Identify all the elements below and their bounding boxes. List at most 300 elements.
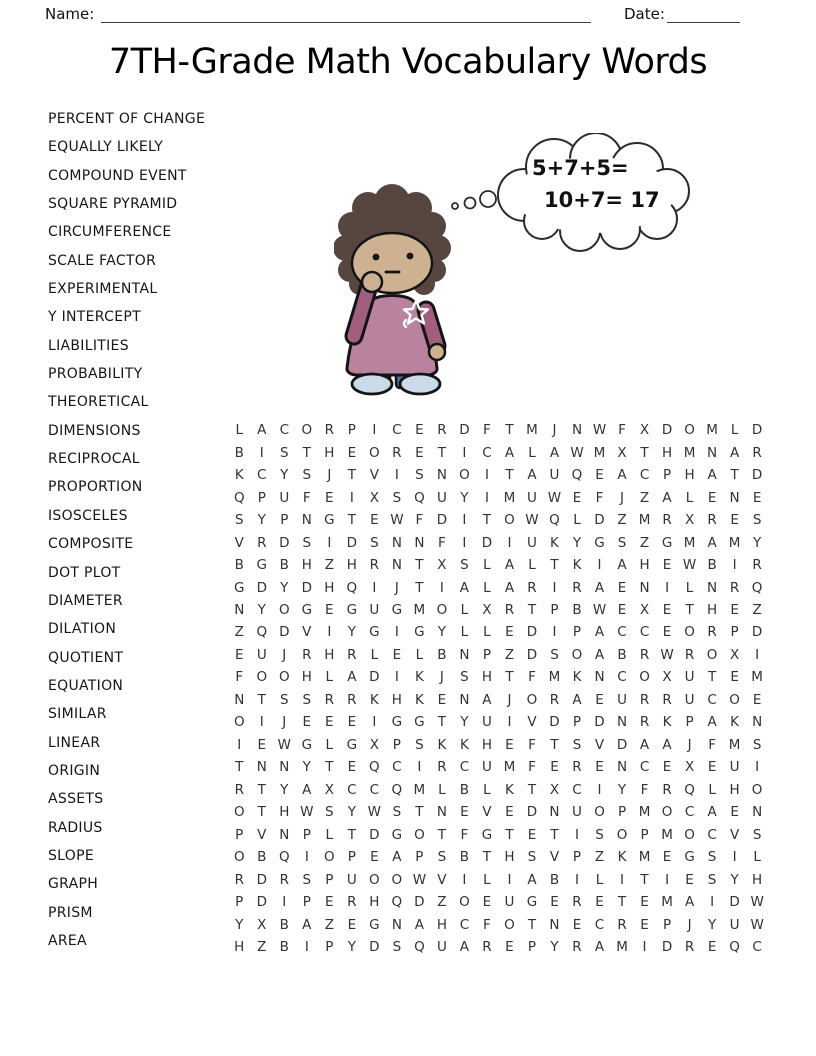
grid-letter[interactable]: E: [505, 939, 514, 956]
grid-letter[interactable]: L: [235, 422, 244, 439]
grid-letter[interactable]: A: [459, 579, 470, 596]
grid-letter[interactable]: F: [235, 669, 244, 686]
grid-letter[interactable]: K: [437, 736, 447, 753]
grid-letter[interactable]: B: [459, 781, 470, 798]
grid-letter[interactable]: D: [526, 646, 538, 663]
grid-letter[interactable]: R: [752, 557, 762, 574]
grid-letter[interactable]: P: [572, 849, 582, 866]
grid-letter[interactable]: A: [504, 557, 515, 574]
grid-letter[interactable]: E: [572, 916, 582, 933]
grid-letter[interactable]: B: [459, 849, 470, 866]
grid-letter[interactable]: O: [436, 601, 448, 618]
grid-letter[interactable]: A: [707, 714, 717, 731]
grid-letter[interactable]: W: [412, 871, 427, 888]
grid-letter[interactable]: N: [616, 759, 628, 776]
grid-letter[interactable]: P: [347, 849, 356, 866]
grid-letter[interactable]: N: [279, 826, 290, 843]
grid-letter[interactable]: I: [394, 467, 399, 484]
grid-letter[interactable]: Q: [391, 781, 403, 798]
grid-letter[interactable]: K: [572, 669, 582, 686]
grid-letter[interactable]: Y: [347, 624, 356, 641]
grid-letter[interactable]: I: [304, 939, 309, 956]
grid-letter[interactable]: T: [527, 781, 537, 798]
grid-letter[interactable]: B: [707, 557, 717, 574]
grid-letter[interactable]: C: [257, 467, 267, 484]
grid-letter[interactable]: A: [707, 804, 717, 821]
grid-letter[interactable]: T: [257, 781, 266, 798]
grid-letter[interactable]: M: [503, 759, 516, 776]
grid-letter[interactable]: R: [639, 714, 650, 731]
grid-letter[interactable]: T: [415, 579, 424, 596]
grid-letter[interactable]: O: [526, 691, 538, 708]
grid-letter[interactable]: I: [732, 557, 737, 574]
grid-letter[interactable]: J: [687, 736, 692, 753]
grid-letter[interactable]: E: [505, 804, 514, 821]
grid-letter[interactable]: K: [369, 691, 379, 708]
grid-letter[interactable]: I: [552, 624, 557, 641]
grid-letter[interactable]: E: [347, 916, 357, 933]
grid-letter[interactable]: T: [617, 894, 627, 911]
grid-letter[interactable]: U: [279, 489, 290, 506]
grid-letter[interactable]: H: [346, 557, 357, 574]
grid-letter[interactable]: K: [234, 467, 244, 484]
grid-letter[interactable]: S: [617, 534, 627, 551]
grid-letter[interactable]: I: [462, 512, 467, 529]
grid-letter[interactable]: E: [640, 894, 649, 911]
grid-letter[interactable]: W: [525, 512, 539, 529]
grid-letter[interactable]: Q: [233, 489, 245, 506]
grid-letter[interactable]: C: [459, 916, 470, 933]
grid-letter[interactable]: I: [665, 579, 670, 596]
grid-letter[interactable]: I: [327, 534, 332, 551]
grid-letter[interactable]: F: [618, 422, 626, 439]
grid-letter[interactable]: G: [301, 601, 313, 618]
grid-letter[interactable]: D: [594, 714, 605, 731]
grid-letter[interactable]: U: [436, 939, 447, 956]
grid-letter[interactable]: A: [707, 534, 717, 551]
grid-letter[interactable]: W: [547, 489, 562, 506]
grid-letter[interactable]: T: [437, 444, 447, 461]
grid-letter[interactable]: I: [304, 849, 309, 866]
grid-letter[interactable]: I: [620, 871, 625, 888]
grid-letter[interactable]: B: [549, 871, 560, 888]
grid-letter[interactable]: O: [369, 444, 380, 461]
grid-letter[interactable]: X: [549, 781, 560, 798]
grid-letter[interactable]: E: [437, 691, 447, 708]
grid-letter[interactable]: M: [728, 736, 741, 753]
grid-letter[interactable]: Q: [278, 849, 290, 866]
grid-letter[interactable]: O: [616, 826, 628, 843]
grid-letter[interactable]: N: [391, 534, 402, 551]
grid-letter[interactable]: T: [437, 826, 447, 843]
grid-letter[interactable]: C: [639, 467, 650, 484]
grid-letter[interactable]: D: [751, 624, 763, 641]
grid-letter[interactable]: G: [414, 714, 425, 731]
grid-letter[interactable]: E: [370, 849, 379, 866]
grid-letter[interactable]: Q: [549, 512, 560, 529]
grid-letter[interactable]: H: [481, 669, 492, 686]
grid-letter[interactable]: S: [302, 691, 312, 708]
grid-letter[interactable]: P: [572, 714, 582, 731]
grid-letter[interactable]: H: [752, 871, 763, 888]
grid-letter[interactable]: N: [279, 759, 290, 776]
grid-letter[interactable]: I: [394, 669, 399, 686]
grid-letter[interactable]: A: [617, 467, 627, 484]
grid-letter[interactable]: D: [729, 894, 740, 911]
grid-letter[interactable]: I: [282, 894, 287, 911]
grid-letter[interactable]: I: [237, 736, 242, 753]
grid-letter[interactable]: R: [347, 894, 357, 911]
grid-letter[interactable]: D: [256, 894, 267, 911]
grid-letter[interactable]: L: [483, 781, 491, 798]
grid-letter[interactable]: E: [302, 714, 312, 731]
grid-letter[interactable]: E: [730, 804, 739, 821]
grid-letter[interactable]: O: [278, 601, 290, 618]
grid-letter[interactable]: Y: [257, 601, 266, 618]
grid-letter[interactable]: A: [414, 916, 424, 933]
grid-letter[interactable]: E: [325, 489, 334, 506]
grid-letter[interactable]: G: [594, 534, 605, 551]
grid-letter[interactable]: I: [462, 871, 467, 888]
grid-letter[interactable]: M: [728, 534, 741, 551]
grid-letter[interactable]: O: [459, 467, 470, 484]
grid-letter[interactable]: D: [526, 624, 538, 641]
grid-letter[interactable]: H: [684, 467, 695, 484]
grid-letter[interactable]: I: [642, 939, 647, 956]
grid-letter[interactable]: Z: [234, 624, 244, 641]
grid-letter[interactable]: U: [684, 669, 695, 686]
grid-letter[interactable]: R: [662, 691, 672, 708]
grid-letter[interactable]: U: [256, 646, 267, 663]
grid-letter[interactable]: L: [595, 871, 604, 888]
grid-letter[interactable]: I: [349, 489, 354, 506]
grid-letter[interactable]: Z: [504, 646, 515, 663]
grid-letter[interactable]: O: [414, 826, 425, 843]
grid-letter[interactable]: O: [684, 826, 695, 843]
grid-letter[interactable]: R: [684, 646, 695, 663]
grid-letter[interactable]: E: [662, 624, 672, 641]
grid-letter[interactable]: Y: [257, 512, 266, 529]
grid-letter[interactable]: O: [684, 624, 695, 641]
grid-letter[interactable]: B: [279, 916, 289, 933]
grid-letter[interactable]: A: [504, 579, 515, 596]
grid-letter[interactable]: I: [372, 579, 377, 596]
grid-letter[interactable]: S: [707, 849, 717, 866]
grid-letter[interactable]: P: [617, 804, 627, 821]
grid-letter[interactable]: A: [302, 916, 312, 933]
grid-letter[interactable]: O: [278, 669, 290, 686]
grid-letter[interactable]: E: [595, 759, 604, 776]
grid-letter[interactable]: D: [481, 534, 493, 551]
grid-letter[interactable]: F: [415, 512, 424, 529]
grid-letter[interactable]: D: [369, 669, 380, 686]
grid-letter[interactable]: H: [504, 849, 515, 866]
grid-letter[interactable]: S: [752, 736, 762, 753]
grid-letter[interactable]: O: [729, 691, 740, 708]
grid-letter[interactable]: A: [684, 894, 695, 911]
grid-letter[interactable]: H: [234, 939, 245, 956]
grid-letter[interactable]: S: [234, 512, 244, 529]
grid-letter[interactable]: T: [550, 736, 559, 753]
grid-letter[interactable]: R: [617, 916, 627, 933]
grid-letter[interactable]: R: [482, 939, 492, 956]
grid-letter[interactable]: S: [527, 849, 537, 866]
grid-letter[interactable]: D: [256, 579, 267, 596]
grid-letter[interactable]: T: [640, 444, 649, 461]
grid-letter[interactable]: F: [708, 736, 716, 753]
grid-letter[interactable]: T: [505, 669, 514, 686]
grid-letter[interactable]: L: [483, 871, 491, 888]
grid-letter[interactable]: I: [732, 849, 737, 866]
grid-letter[interactable]: O: [256, 669, 268, 686]
grid-letter[interactable]: B: [617, 646, 627, 663]
grid-letter[interactable]: I: [439, 579, 444, 596]
name-input-line[interactable]: [101, 4, 591, 23]
grid-letter[interactable]: E: [707, 939, 717, 956]
grid-letter[interactable]: A: [707, 467, 717, 484]
grid-letter[interactable]: L: [325, 826, 334, 843]
grid-letter[interactable]: S: [302, 467, 312, 484]
grid-letter[interactable]: O: [706, 646, 718, 663]
grid-letter[interactable]: B: [437, 646, 447, 663]
grid-letter[interactable]: Y: [437, 624, 447, 641]
grid-letter[interactable]: L: [730, 422, 739, 439]
grid-letter[interactable]: R: [662, 512, 672, 529]
grid-letter[interactable]: Q: [346, 579, 358, 596]
grid-letter[interactable]: E: [662, 601, 672, 618]
grid-letter[interactable]: I: [462, 444, 467, 461]
grid-letter[interactable]: G: [481, 826, 493, 843]
grid-letter[interactable]: B: [234, 557, 244, 574]
grid-letter[interactable]: T: [325, 759, 334, 776]
grid-letter[interactable]: I: [575, 871, 579, 888]
grid-letter[interactable]: S: [302, 871, 312, 888]
grid-letter[interactable]: T: [257, 804, 266, 821]
grid-letter[interactable]: Y: [280, 579, 289, 596]
grid-letter[interactable]: I: [710, 894, 715, 911]
grid-letter[interactable]: L: [753, 849, 761, 866]
grid-letter[interactable]: Q: [391, 894, 403, 911]
grid-letter[interactable]: I: [372, 422, 377, 439]
grid-letter[interactable]: I: [417, 759, 422, 776]
grid-letter[interactable]: C: [572, 781, 582, 798]
grid-letter[interactable]: R: [639, 691, 650, 708]
grid-letter[interactable]: W: [750, 894, 764, 911]
grid-letter[interactable]: C: [279, 422, 289, 439]
grid-letter[interactable]: Y: [550, 939, 559, 956]
grid-letter[interactable]: I: [372, 714, 377, 731]
grid-letter[interactable]: T: [730, 467, 739, 484]
grid-letter[interactable]: V: [549, 849, 560, 866]
grid-letter[interactable]: H: [391, 691, 402, 708]
grid-letter[interactable]: U: [369, 601, 380, 618]
grid-letter[interactable]: R: [279, 871, 289, 888]
grid-letter[interactable]: P: [235, 826, 244, 843]
grid-letter[interactable]: Q: [729, 939, 740, 956]
grid-letter[interactable]: E: [325, 894, 334, 911]
grid-letter[interactable]: Q: [414, 939, 425, 956]
grid-letter[interactable]: X: [617, 444, 627, 461]
grid-letter[interactable]: V: [234, 534, 244, 551]
grid-letter[interactable]: I: [484, 467, 489, 484]
grid-letter[interactable]: C: [752, 939, 762, 956]
grid-letter[interactable]: I: [394, 624, 399, 641]
grid-letter[interactable]: T: [347, 467, 356, 484]
grid-letter[interactable]: H: [324, 646, 335, 663]
grid-letter[interactable]: Y: [730, 871, 739, 888]
grid-letter[interactable]: R: [572, 939, 582, 956]
grid-letter[interactable]: S: [550, 646, 559, 663]
grid-letter[interactable]: D: [301, 579, 312, 596]
grid-letter[interactable]: E: [707, 759, 717, 776]
grid-letter[interactable]: X: [639, 422, 650, 439]
grid-letter[interactable]: M: [661, 894, 673, 911]
grid-letter[interactable]: U: [346, 871, 357, 888]
grid-letter[interactable]: E: [662, 849, 672, 866]
grid-letter[interactable]: R: [257, 534, 267, 551]
grid-letter[interactable]: Y: [460, 714, 469, 731]
grid-letter[interactable]: R: [302, 646, 312, 663]
grid-letter[interactable]: T: [235, 759, 244, 776]
grid-letter[interactable]: A: [572, 691, 582, 708]
grid-letter[interactable]: S: [752, 826, 762, 843]
grid-letter[interactable]: P: [325, 871, 334, 888]
grid-letter[interactable]: P: [347, 422, 356, 439]
grid-letter[interactable]: S: [392, 939, 402, 956]
grid-letter[interactable]: K: [414, 669, 424, 686]
grid-letter[interactable]: M: [638, 512, 651, 529]
grid-letter[interactable]: A: [594, 579, 605, 596]
grid-letter[interactable]: N: [234, 601, 245, 618]
grid-letter[interactable]: I: [462, 534, 467, 551]
grid-letter[interactable]: T: [527, 916, 537, 933]
grid-letter[interactable]: O: [233, 714, 245, 731]
grid-letter[interactable]: X: [684, 759, 695, 776]
grid-letter[interactable]: M: [661, 826, 673, 843]
grid-letter[interactable]: X: [257, 916, 267, 933]
grid-letter[interactable]: D: [369, 939, 380, 956]
grid-letter[interactable]: S: [572, 736, 582, 753]
grid-letter[interactable]: A: [302, 781, 312, 798]
grid-letter[interactable]: A: [257, 422, 267, 439]
grid-letter[interactable]: S: [302, 534, 312, 551]
grid-letter[interactable]: Q: [414, 489, 425, 506]
grid-letter[interactable]: W: [277, 736, 291, 753]
grid-letter[interactable]: L: [483, 557, 491, 574]
grid-letter[interactable]: D: [346, 534, 358, 551]
grid-letter[interactable]: L: [573, 512, 581, 529]
grid-letter[interactable]: X: [369, 489, 379, 506]
grid-letter[interactable]: G: [391, 826, 403, 843]
grid-letter[interactable]: L: [685, 579, 694, 596]
grid-letter[interactable]: M: [413, 601, 426, 618]
grid-letter[interactable]: R: [662, 781, 672, 798]
grid-letter[interactable]: E: [527, 826, 537, 843]
grid-letter[interactable]: R: [324, 422, 335, 439]
grid-letter[interactable]: V: [482, 804, 492, 821]
grid-letter[interactable]: B: [279, 939, 289, 956]
grid-letter[interactable]: D: [526, 804, 538, 821]
grid-letter[interactable]: K: [617, 849, 627, 866]
grid-letter[interactable]: M: [413, 781, 426, 798]
grid-letter[interactable]: Y: [280, 781, 289, 798]
grid-letter[interactable]: J: [282, 714, 287, 731]
grid-letter[interactable]: D: [594, 512, 605, 529]
grid-letter[interactable]: R: [437, 422, 447, 439]
grid-letter[interactable]: S: [280, 691, 289, 708]
grid-letter[interactable]: E: [572, 489, 582, 506]
grid-letter[interactable]: X: [662, 669, 672, 686]
grid-letter[interactable]: D: [459, 422, 470, 439]
grid-letter[interactable]: D: [616, 736, 628, 753]
grid-letter[interactable]: P: [572, 624, 582, 641]
grid-letter[interactable]: P: [662, 916, 672, 933]
grid-letter[interactable]: S: [325, 804, 334, 821]
grid-letter[interactable]: W: [300, 804, 314, 821]
grid-letter[interactable]: U: [481, 759, 492, 776]
grid-letter[interactable]: Q: [751, 579, 763, 596]
grid-letter[interactable]: I: [507, 714, 512, 731]
grid-letter[interactable]: E: [460, 804, 469, 821]
grid-letter[interactable]: P: [302, 894, 311, 911]
grid-letter[interactable]: P: [280, 512, 289, 529]
grid-letter[interactable]: W: [367, 804, 382, 821]
grid-letter[interactable]: R: [684, 939, 695, 956]
grid-letter[interactable]: T: [550, 557, 559, 574]
grid-letter[interactable]: O: [459, 894, 470, 911]
grid-letter[interactable]: O: [594, 804, 605, 821]
grid-letter[interactable]: T: [505, 826, 514, 843]
grid-letter[interactable]: N: [391, 557, 402, 574]
grid-letter[interactable]: L: [528, 444, 536, 461]
grid-letter[interactable]: Z: [324, 557, 334, 574]
grid-letter[interactable]: C: [707, 826, 717, 843]
grid-letter[interactable]: S: [370, 534, 379, 551]
grid-letter[interactable]: C: [684, 804, 695, 821]
grid-letter[interactable]: E: [234, 646, 244, 663]
grid-letter[interactable]: F: [302, 489, 311, 506]
grid-letter[interactable]: X: [437, 557, 447, 574]
grid-letter[interactable]: U: [684, 691, 695, 708]
grid-letter[interactable]: O: [391, 871, 403, 888]
grid-letter[interactable]: N: [729, 489, 740, 506]
grid-letter[interactable]: X: [482, 601, 492, 618]
grid-letter[interactable]: P: [730, 624, 739, 641]
grid-letter[interactable]: A: [662, 489, 672, 506]
grid-letter[interactable]: E: [640, 916, 649, 933]
grid-letter[interactable]: X: [639, 601, 650, 618]
grid-letter[interactable]: O: [233, 849, 245, 866]
grid-letter[interactable]: U: [527, 489, 537, 506]
grid-letter[interactable]: K: [572, 557, 582, 574]
grid-letter[interactable]: E: [347, 759, 357, 776]
grid-letter[interactable]: R: [572, 894, 582, 911]
grid-letter[interactable]: F: [595, 489, 604, 506]
grid-letter[interactable]: T: [482, 849, 492, 866]
grid-letter[interactable]: C: [392, 422, 402, 439]
grid-letter[interactable]: M: [593, 444, 606, 461]
grid-letter[interactable]: J: [507, 691, 512, 708]
grid-letter[interactable]: V: [594, 736, 605, 753]
grid-letter[interactable]: F: [483, 916, 491, 933]
grid-letter[interactable]: Z: [257, 939, 267, 956]
grid-letter[interactable]: M: [638, 804, 651, 821]
grid-letter[interactable]: H: [481, 736, 492, 753]
grid-letter[interactable]: N: [436, 804, 447, 821]
grid-letter[interactable]: I: [259, 714, 264, 731]
grid-letter[interactable]: T: [640, 871, 649, 888]
grid-letter[interactable]: E: [617, 579, 627, 596]
